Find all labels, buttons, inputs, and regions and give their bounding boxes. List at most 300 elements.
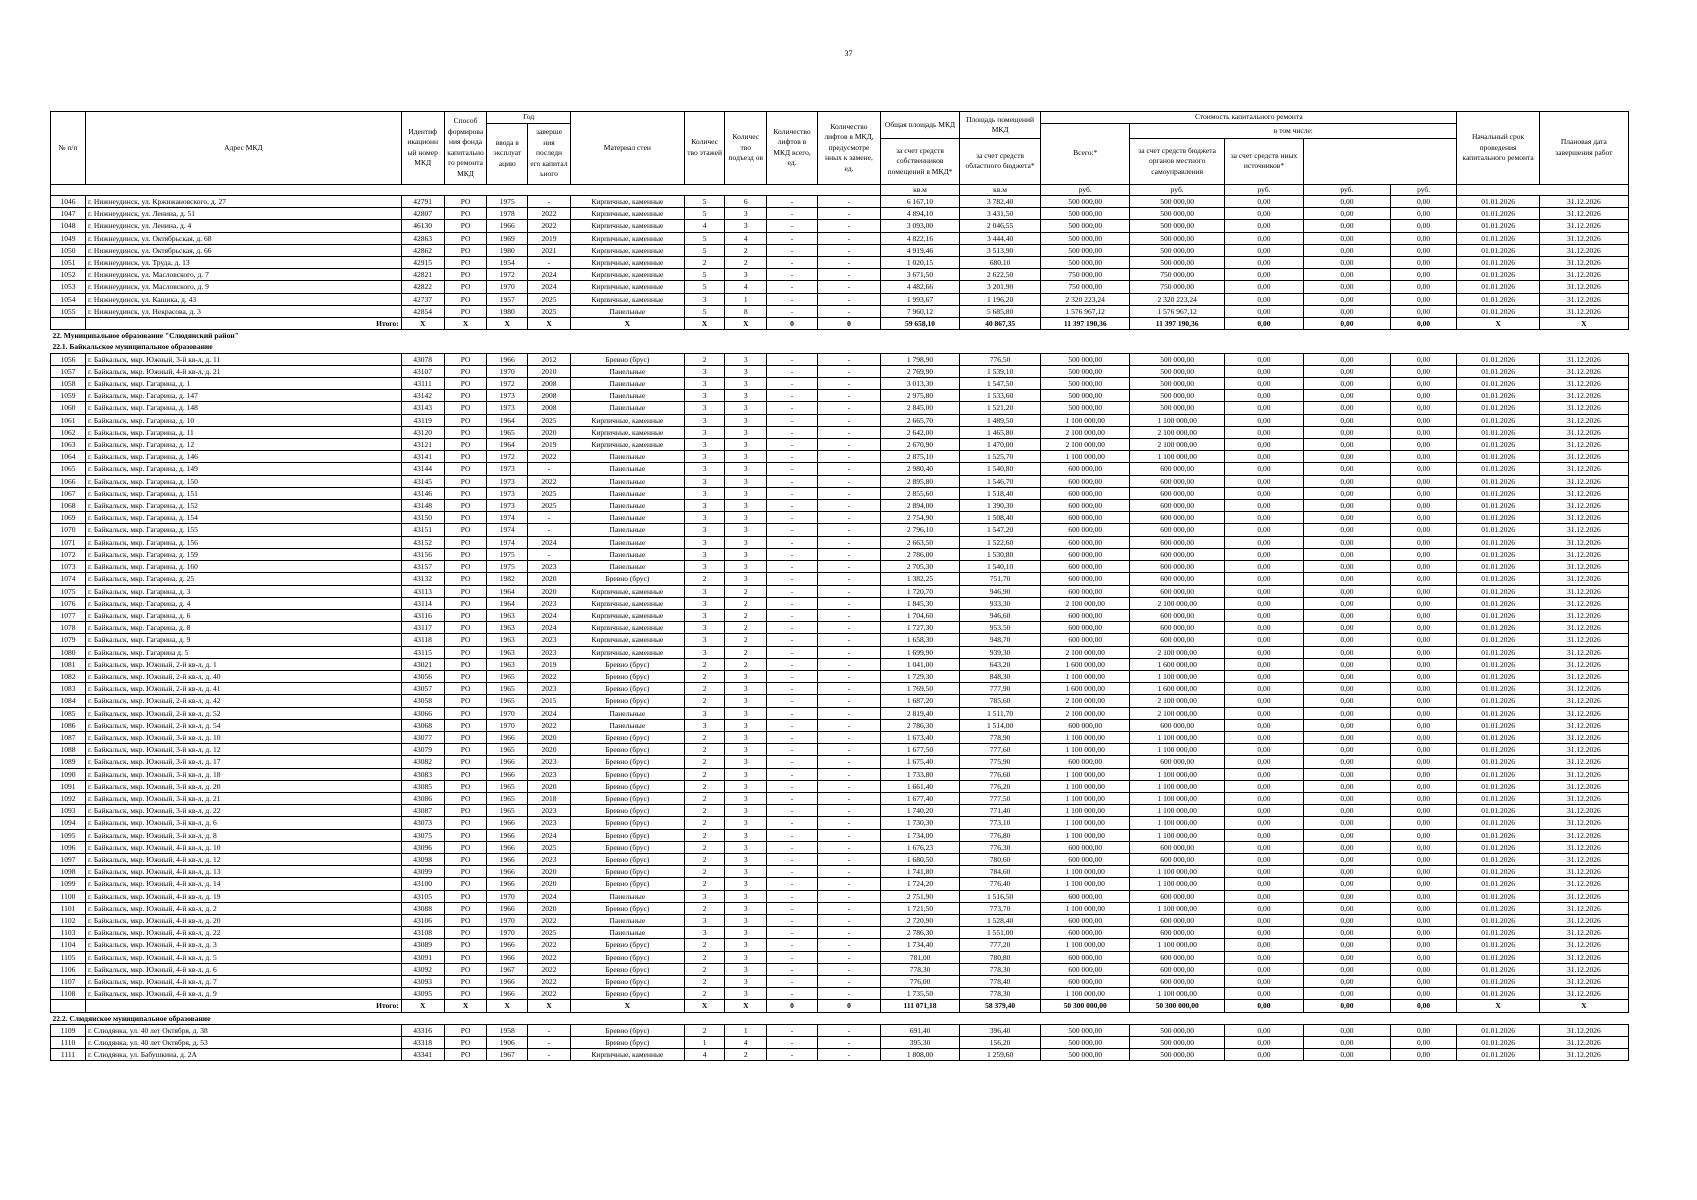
cell-s: 1 733,80: [881, 768, 960, 780]
table-row: [51, 841, 1629, 853]
table-row: [51, 756, 1629, 768]
cell-lb: 0,00: [1303, 512, 1390, 524]
cell-o: 500 000,00: [1130, 390, 1225, 402]
cell-st: 01.01.2026: [1457, 792, 1539, 804]
cell-m: РО: [444, 951, 487, 963]
cell-st: 01.01.2026: [1457, 244, 1539, 256]
cell-address: г. Байкальск, мкр. Южный, 2-й кв-л, д. 54: [85, 719, 401, 731]
cell-t: 600 000,00: [1041, 963, 1130, 975]
cell-s: 4 919,46: [881, 244, 960, 256]
cell-st: 01.01.2026: [1457, 853, 1539, 865]
cell-y1: 1965: [487, 805, 528, 817]
cell-m: РО: [444, 683, 487, 695]
cell-o: 1 100 000,00: [1130, 902, 1225, 914]
cell-p: 3 513,90: [959, 244, 1040, 256]
table-row: [51, 573, 1629, 585]
table-row: [51, 683, 1629, 695]
table-row: [51, 196, 1629, 208]
cell-en: 31.12.2026: [1539, 646, 1628, 658]
cell-y2: 2020: [528, 573, 571, 585]
cell-f: 5: [684, 244, 725, 256]
cell-lb: 0,00: [1303, 318, 1390, 330]
cell-p: 778,40: [959, 976, 1040, 988]
cell-address: г. Нижнеудинск, ул. Кашика, д. 43: [85, 293, 401, 305]
cell-st: 01.01.2026: [1457, 426, 1539, 438]
cell-address: г. Байкальск, мкр. Гагарина, д. 1: [85, 378, 401, 390]
cell-l: -: [767, 244, 818, 256]
cell-x: 0,00: [1390, 500, 1457, 512]
cell-o: 600 000,00: [1130, 463, 1225, 475]
cell-w: Бревно (брус): [570, 573, 684, 585]
cell-p: 1 518,40: [959, 487, 1040, 499]
cell-p: 1 547,20: [959, 524, 1040, 536]
cell-s: 2 769,90: [881, 365, 960, 377]
cell-s: 1 720,70: [881, 585, 960, 597]
cell-x: 0,00: [1390, 976, 1457, 988]
cell-t: 600 000,00: [1041, 634, 1130, 646]
cell-e: 3: [725, 768, 767, 780]
cell-e: 6: [725, 196, 767, 208]
cell-num: 1067: [51, 487, 86, 499]
cell-num: 1092: [51, 792, 86, 804]
cell-w: Кирпичные, каменные: [570, 281, 684, 293]
cell-id: 43114: [401, 597, 444, 609]
cell-y1: 1966: [487, 756, 528, 768]
cell-num: 1073: [51, 561, 86, 573]
cell-x: 0,00: [1390, 536, 1457, 548]
cell-t: 2 100 000,00: [1041, 707, 1130, 719]
cell-id: 43152: [401, 536, 444, 548]
cell-y2: 2022: [528, 976, 571, 988]
cell-l: -: [767, 658, 818, 670]
cell-y1: 1972: [487, 451, 528, 463]
cell-e: 3: [725, 792, 767, 804]
cell-s: 1 704,60: [881, 609, 960, 621]
cell-x: 0,00: [1390, 878, 1457, 890]
cell-lr: -: [817, 939, 880, 951]
col-material: Материал стен: [570, 112, 684, 185]
cell-s: 2 819,40: [881, 707, 960, 719]
cell-x: 0,00: [1390, 719, 1457, 731]
cell-id: 43105: [401, 890, 444, 902]
cell-lr: -: [817, 208, 880, 220]
cell-id: 43083: [401, 768, 444, 780]
cell-l: -: [767, 487, 818, 499]
cell-p: 643,20: [959, 658, 1040, 670]
cell-s: 2 786,30: [881, 927, 960, 939]
table-row: [51, 305, 1629, 317]
cell-r: 0,00: [1225, 269, 1304, 281]
cell-y2: 2020: [528, 878, 571, 890]
cell-en: 31.12.2026: [1539, 622, 1628, 634]
cell-x: 0,00: [1390, 257, 1457, 269]
cell-address: г. Байкальск, мкр. Южный, 2-й кв-л, д. 42: [85, 695, 401, 707]
cell-t: 1 100 000,00: [1041, 805, 1130, 817]
cell-o: 500 000,00: [1130, 208, 1225, 220]
cell-address: г. Байкальск, мкр. Гагарина, д. 9: [85, 634, 401, 646]
cell-t: 50 300 000,00: [1041, 1000, 1130, 1012]
cell-y2: 2024: [528, 707, 571, 719]
cell-s: 2 845,00: [881, 402, 960, 414]
cell-t: 600 000,00: [1041, 573, 1130, 585]
table-row: [51, 805, 1629, 817]
cell-f: 2: [684, 829, 725, 841]
cell-id: 46130: [401, 220, 444, 232]
col-end: Плановая дата завершения работ: [1539, 112, 1628, 185]
cell-l: -: [767, 585, 818, 597]
cell-address: г. Байкальск, мкр. Гагарина, д. 154: [85, 512, 401, 524]
cell-y1: 1975: [487, 548, 528, 560]
cell-p: 1 196,20: [959, 293, 1040, 305]
cell-f: 4: [684, 220, 725, 232]
cell-en: 31.12.2026: [1539, 196, 1628, 208]
cell-f: 3: [684, 609, 725, 621]
cell-lb: 0,00: [1303, 731, 1390, 743]
cell-x: 0,00: [1390, 1024, 1457, 1036]
cell-w: Бревно (брус): [570, 1024, 684, 1036]
cell-r: 0,00: [1225, 817, 1304, 829]
cell-l: -: [767, 1024, 818, 1036]
cell-m: РО: [444, 927, 487, 939]
cell-y2: 2020: [528, 780, 571, 792]
cell-lb: 0,00: [1303, 719, 1390, 731]
cell-r: 0,00: [1225, 318, 1304, 330]
cell-f: 2: [684, 792, 725, 804]
cell-lr: -: [817, 365, 880, 377]
cell-x: 0,00: [1390, 756, 1457, 768]
cell-lr: -: [817, 609, 880, 621]
cell-address: г. Байкальск, мкр. Гагарина, д. 147: [85, 390, 401, 402]
cell-y1: 1974: [487, 524, 528, 536]
cell-lb: 0,00: [1303, 1049, 1390, 1061]
cell-t: 600 000,00: [1041, 951, 1130, 963]
cell-l: -: [767, 841, 818, 853]
cell-lr: -: [817, 902, 880, 914]
cell-id: 43088: [401, 902, 444, 914]
cell-en: 31.12.2026: [1539, 548, 1628, 560]
cell-r: 0,00: [1225, 890, 1304, 902]
cell-id: 43085: [401, 780, 444, 792]
unit-rub: руб.: [1390, 184, 1457, 196]
cell-num: 1095: [51, 829, 86, 841]
cell-t: 500 000,00: [1041, 1049, 1130, 1061]
cell-num: 1109: [51, 1024, 86, 1036]
cell-f: 2: [684, 695, 725, 707]
cell-w: Кирпичные, каменные: [570, 1049, 684, 1061]
cell-lr: -: [817, 597, 880, 609]
cell-f: 3: [684, 365, 725, 377]
cell-lr: -: [817, 695, 880, 707]
cell-st: 01.01.2026: [1457, 196, 1539, 208]
unit-rub: руб.: [1041, 184, 1130, 196]
cell-o: 1 100 000,00: [1130, 805, 1225, 817]
cell-y2: 2025: [528, 500, 571, 512]
cell-lr: -: [817, 561, 880, 573]
cell-t: 750 000,00: [1041, 269, 1130, 281]
cell-t: 500 000,00: [1041, 402, 1130, 414]
cell-w: Кирпичные, каменные: [570, 646, 684, 658]
cell-r: 0,00: [1225, 768, 1304, 780]
section-title: 22.1. Байкальское муниципальное образование: [52, 342, 213, 352]
col-id: Идентиф икационн ый номер МКД: [401, 112, 444, 185]
cell-s: 2 895,80: [881, 475, 960, 487]
cell-r: 0,00: [1225, 902, 1304, 914]
cell-y1: 1966: [487, 353, 528, 365]
cell-r: 0,00: [1225, 670, 1304, 682]
cell-num: 1063: [51, 439, 86, 451]
cell-m: РО: [444, 609, 487, 621]
cell-id: 43145: [401, 475, 444, 487]
cell-s: 1 735,50: [881, 988, 960, 1000]
cell-x: 0,00: [1390, 439, 1457, 451]
cell-l: -: [767, 353, 818, 365]
cell-w: Кирпичные, каменные: [570, 622, 684, 634]
cell-r: 0,00: [1225, 257, 1304, 269]
cell-r: 0,00: [1225, 281, 1304, 293]
cell-y1: 1970: [487, 707, 528, 719]
cell-t: 600 000,00: [1041, 890, 1130, 902]
cell-e: X: [725, 1000, 767, 1012]
cell-e: 3: [725, 890, 767, 902]
cell-r: 0,00: [1225, 487, 1304, 499]
cell-m: РО: [444, 1049, 487, 1061]
cell-lb: 0,00: [1303, 365, 1390, 377]
cell-st: 01.01.2026: [1457, 414, 1539, 426]
cell-y2: 2022: [528, 719, 571, 731]
cell-f: 2: [684, 841, 725, 853]
cell-p: 1 511,70: [959, 707, 1040, 719]
cell-lb: 0,00: [1303, 378, 1390, 390]
cell-num: 1052: [51, 269, 86, 281]
cell-l: -: [767, 365, 818, 377]
cell-y2: -: [528, 1024, 571, 1036]
cell-l: 0: [767, 1000, 818, 1012]
cell-e: 3: [725, 378, 767, 390]
cell-r: 0,00: [1225, 695, 1304, 707]
cell-r: 0,00: [1225, 293, 1304, 305]
cell-y2: 2020: [528, 866, 571, 878]
cell-id: 43119: [401, 414, 444, 426]
cell-l: -: [767, 378, 818, 390]
cell-t: 600 000,00: [1041, 536, 1130, 548]
cell-s: 1 993,67: [881, 293, 960, 305]
cell-en: 31.12.2026: [1539, 281, 1628, 293]
cell-y2: 2024: [528, 269, 571, 281]
cell-e: 3: [725, 500, 767, 512]
cell-y2: 2024: [528, 622, 571, 634]
cell-x: 0,00: [1390, 695, 1457, 707]
cell-t: 600 000,00: [1041, 914, 1130, 926]
cell-m: РО: [444, 414, 487, 426]
cell-en: 31.12.2026: [1539, 232, 1628, 244]
cell-t: 500 000,00: [1041, 257, 1130, 269]
cell-num: 1093: [51, 805, 86, 817]
table-row: [51, 866, 1629, 878]
cell-en: 31.12.2026: [1539, 512, 1628, 524]
cell-y1: 1973: [487, 475, 528, 487]
cell-r: 0,00: [1225, 1037, 1304, 1049]
cell-st: 01.01.2026: [1457, 866, 1539, 878]
cell-l: -: [767, 426, 818, 438]
cell-w: Бревно (брус): [570, 939, 684, 951]
cell-p: 1 465,80: [959, 426, 1040, 438]
cell-address: г. Байкальск, мкр. Южный, 3-й кв-л, д. 8: [85, 829, 401, 841]
cell-w: Бревно (брус): [570, 853, 684, 865]
cell-l: -: [767, 744, 818, 756]
cell-address: г. Байкальск, мкр. Южный, 4-й кв-л, д. 22: [85, 927, 401, 939]
cell-w: Бревно (брус): [570, 988, 684, 1000]
cell-m: РО: [444, 293, 487, 305]
table-row: [51, 365, 1629, 377]
cell-en: 31.12.2026: [1539, 561, 1628, 573]
cell-e: 3: [725, 561, 767, 573]
table-row: [51, 426, 1629, 438]
cell-s: 4 482,66: [881, 281, 960, 293]
cell-x: 0,00: [1390, 305, 1457, 317]
cell-f: 3: [684, 548, 725, 560]
cell-f: 3: [684, 475, 725, 487]
cell-address: г. Байкальск, мкр. Южный, 4-й кв-л, д. 12: [85, 853, 401, 865]
cell-t: 2 100 000,00: [1041, 646, 1130, 658]
cell-w: Бревно (брус): [570, 841, 684, 853]
cell-address: г. Байкальск, мкр. Южный, 3-й кв-л, д. 20: [85, 780, 401, 792]
cell-m: РО: [444, 878, 487, 890]
cell-o: 750 000,00: [1130, 281, 1225, 293]
cell-e: 3: [725, 914, 767, 926]
cell-y1: 1974: [487, 512, 528, 524]
cell-t: 500 000,00: [1041, 1037, 1130, 1049]
cell-m: РО: [444, 463, 487, 475]
cell-f: X: [684, 318, 725, 330]
cell-en: 31.12.2026: [1539, 792, 1628, 804]
cell-y2: 2008: [528, 390, 571, 402]
col-cost-region: за счет средств областного бюджета*: [959, 139, 1040, 184]
cell-address: г. Байкальск, мкр. Гагарина, д. 156: [85, 536, 401, 548]
cell-y2: 2022: [528, 670, 571, 682]
cell-id: 42821: [401, 269, 444, 281]
cell-w: Бревно (брус): [570, 792, 684, 804]
cell-lb: 0,00: [1303, 232, 1390, 244]
cell-l: 0: [767, 318, 818, 330]
cell-t: 600 000,00: [1041, 561, 1130, 573]
cell-r: 0,00: [1225, 609, 1304, 621]
cell-o: 2 100 000,00: [1130, 439, 1225, 451]
cell-r: 0,00: [1225, 829, 1304, 841]
cell-num: 1091: [51, 780, 86, 792]
cell-w: Бревно (брус): [570, 670, 684, 682]
cell-x: 0,00: [1390, 817, 1457, 829]
cell-l: -: [767, 927, 818, 939]
cell-en: 31.12.2026: [1539, 866, 1628, 878]
cell-w: Бревно (брус): [570, 805, 684, 817]
cell-num: 1065: [51, 463, 86, 475]
table-header: [51, 112, 1629, 196]
cell-m: РО: [444, 707, 487, 719]
cell-r: 0,00: [1225, 597, 1304, 609]
cell-f: 2: [684, 853, 725, 865]
cell-num: 1094: [51, 817, 86, 829]
cell-s: 2 754,90: [881, 512, 960, 524]
cell-num: 1053: [51, 281, 86, 293]
cell-p: 3 431,50: [959, 208, 1040, 220]
cell-lr: -: [817, 281, 880, 293]
cell-y2: 2023: [528, 597, 571, 609]
cell-en: 31.12.2026: [1539, 257, 1628, 269]
cell-l: -: [767, 573, 818, 585]
cell-s: 2 894,00: [881, 500, 960, 512]
cell-t: 600 000,00: [1041, 927, 1130, 939]
cell-s: 2 875,10: [881, 451, 960, 463]
cell-l: -: [767, 683, 818, 695]
cell-p: 776,50: [959, 353, 1040, 365]
capital-repair-table: [50, 111, 1629, 1061]
cell-t: 1 100 000,00: [1041, 939, 1130, 951]
cell-y2: 2024: [528, 829, 571, 841]
cell-y2: 2020: [528, 902, 571, 914]
cell-x: 0,00: [1390, 585, 1457, 597]
cell-p: 1 540,80: [959, 463, 1040, 475]
cell-e: 3: [725, 817, 767, 829]
cell-lr: -: [817, 731, 880, 743]
cell-en: 31.12.2026: [1539, 1049, 1628, 1061]
cell-f: 2: [684, 963, 725, 975]
cell-l: -: [767, 719, 818, 731]
cell-address: г. Байкальск, мкр. Гагарина, д. 160: [85, 561, 401, 573]
cell-f: 2: [684, 817, 725, 829]
table-row: [51, 853, 1629, 865]
cell-y1: 1966: [487, 939, 528, 951]
cell-y1: 1975: [487, 561, 528, 573]
cell-address: г. Байкальск, мкр. Южный, 4-й кв-л, д. 10: [85, 841, 401, 853]
cell-address: г. Байкальск, мкр. Южный, 3-й кв-л, д. 12: [85, 744, 401, 756]
cell-id: 42822: [401, 281, 444, 293]
cell-e: 8: [725, 305, 767, 317]
cell-s: 2 751,90: [881, 890, 960, 902]
cell-id: 43079: [401, 744, 444, 756]
cell-x: 0,00: [1390, 805, 1457, 817]
col-year-group: Год: [487, 112, 570, 124]
cell-lb: 0,00: [1303, 536, 1390, 548]
cell-r: 0,00: [1225, 585, 1304, 597]
cell-id: 43078: [401, 353, 444, 365]
cell-m: РО: [444, 548, 487, 560]
cell-m: РО: [444, 890, 487, 902]
cell-r: 0,00: [1225, 451, 1304, 463]
cell-st: 01.01.2026: [1457, 269, 1539, 281]
cell-id: 43058: [401, 695, 444, 707]
cell-lr: -: [817, 390, 880, 402]
cell-m: РО: [444, 853, 487, 865]
cell-num: 1097: [51, 853, 86, 865]
cell-y1: 1966: [487, 829, 528, 841]
cell-y1: 1970: [487, 281, 528, 293]
cell-f: 3: [684, 622, 725, 634]
cell-st: 01.01.2026: [1457, 731, 1539, 743]
cell-lr: -: [817, 914, 880, 926]
cell-w: Панельные: [570, 378, 684, 390]
table-row: [51, 902, 1629, 914]
cell-y2: 2023: [528, 634, 571, 646]
cell-st: 01.01.2026: [1457, 402, 1539, 414]
cell-t: 600 000,00: [1041, 548, 1130, 560]
cell-st: 01.01.2026: [1457, 988, 1539, 1000]
cell-s: 1 845,30: [881, 597, 960, 609]
cell-address: г. Байкальск, мкр. Южный, 4-й кв-л, д. 13: [85, 866, 401, 878]
col-total-area: Общая площадь МКД: [881, 112, 960, 139]
cell-lr: -: [817, 634, 880, 646]
cell-o: 500 000,00: [1130, 232, 1225, 244]
cell-t: 600 000,00: [1041, 463, 1130, 475]
